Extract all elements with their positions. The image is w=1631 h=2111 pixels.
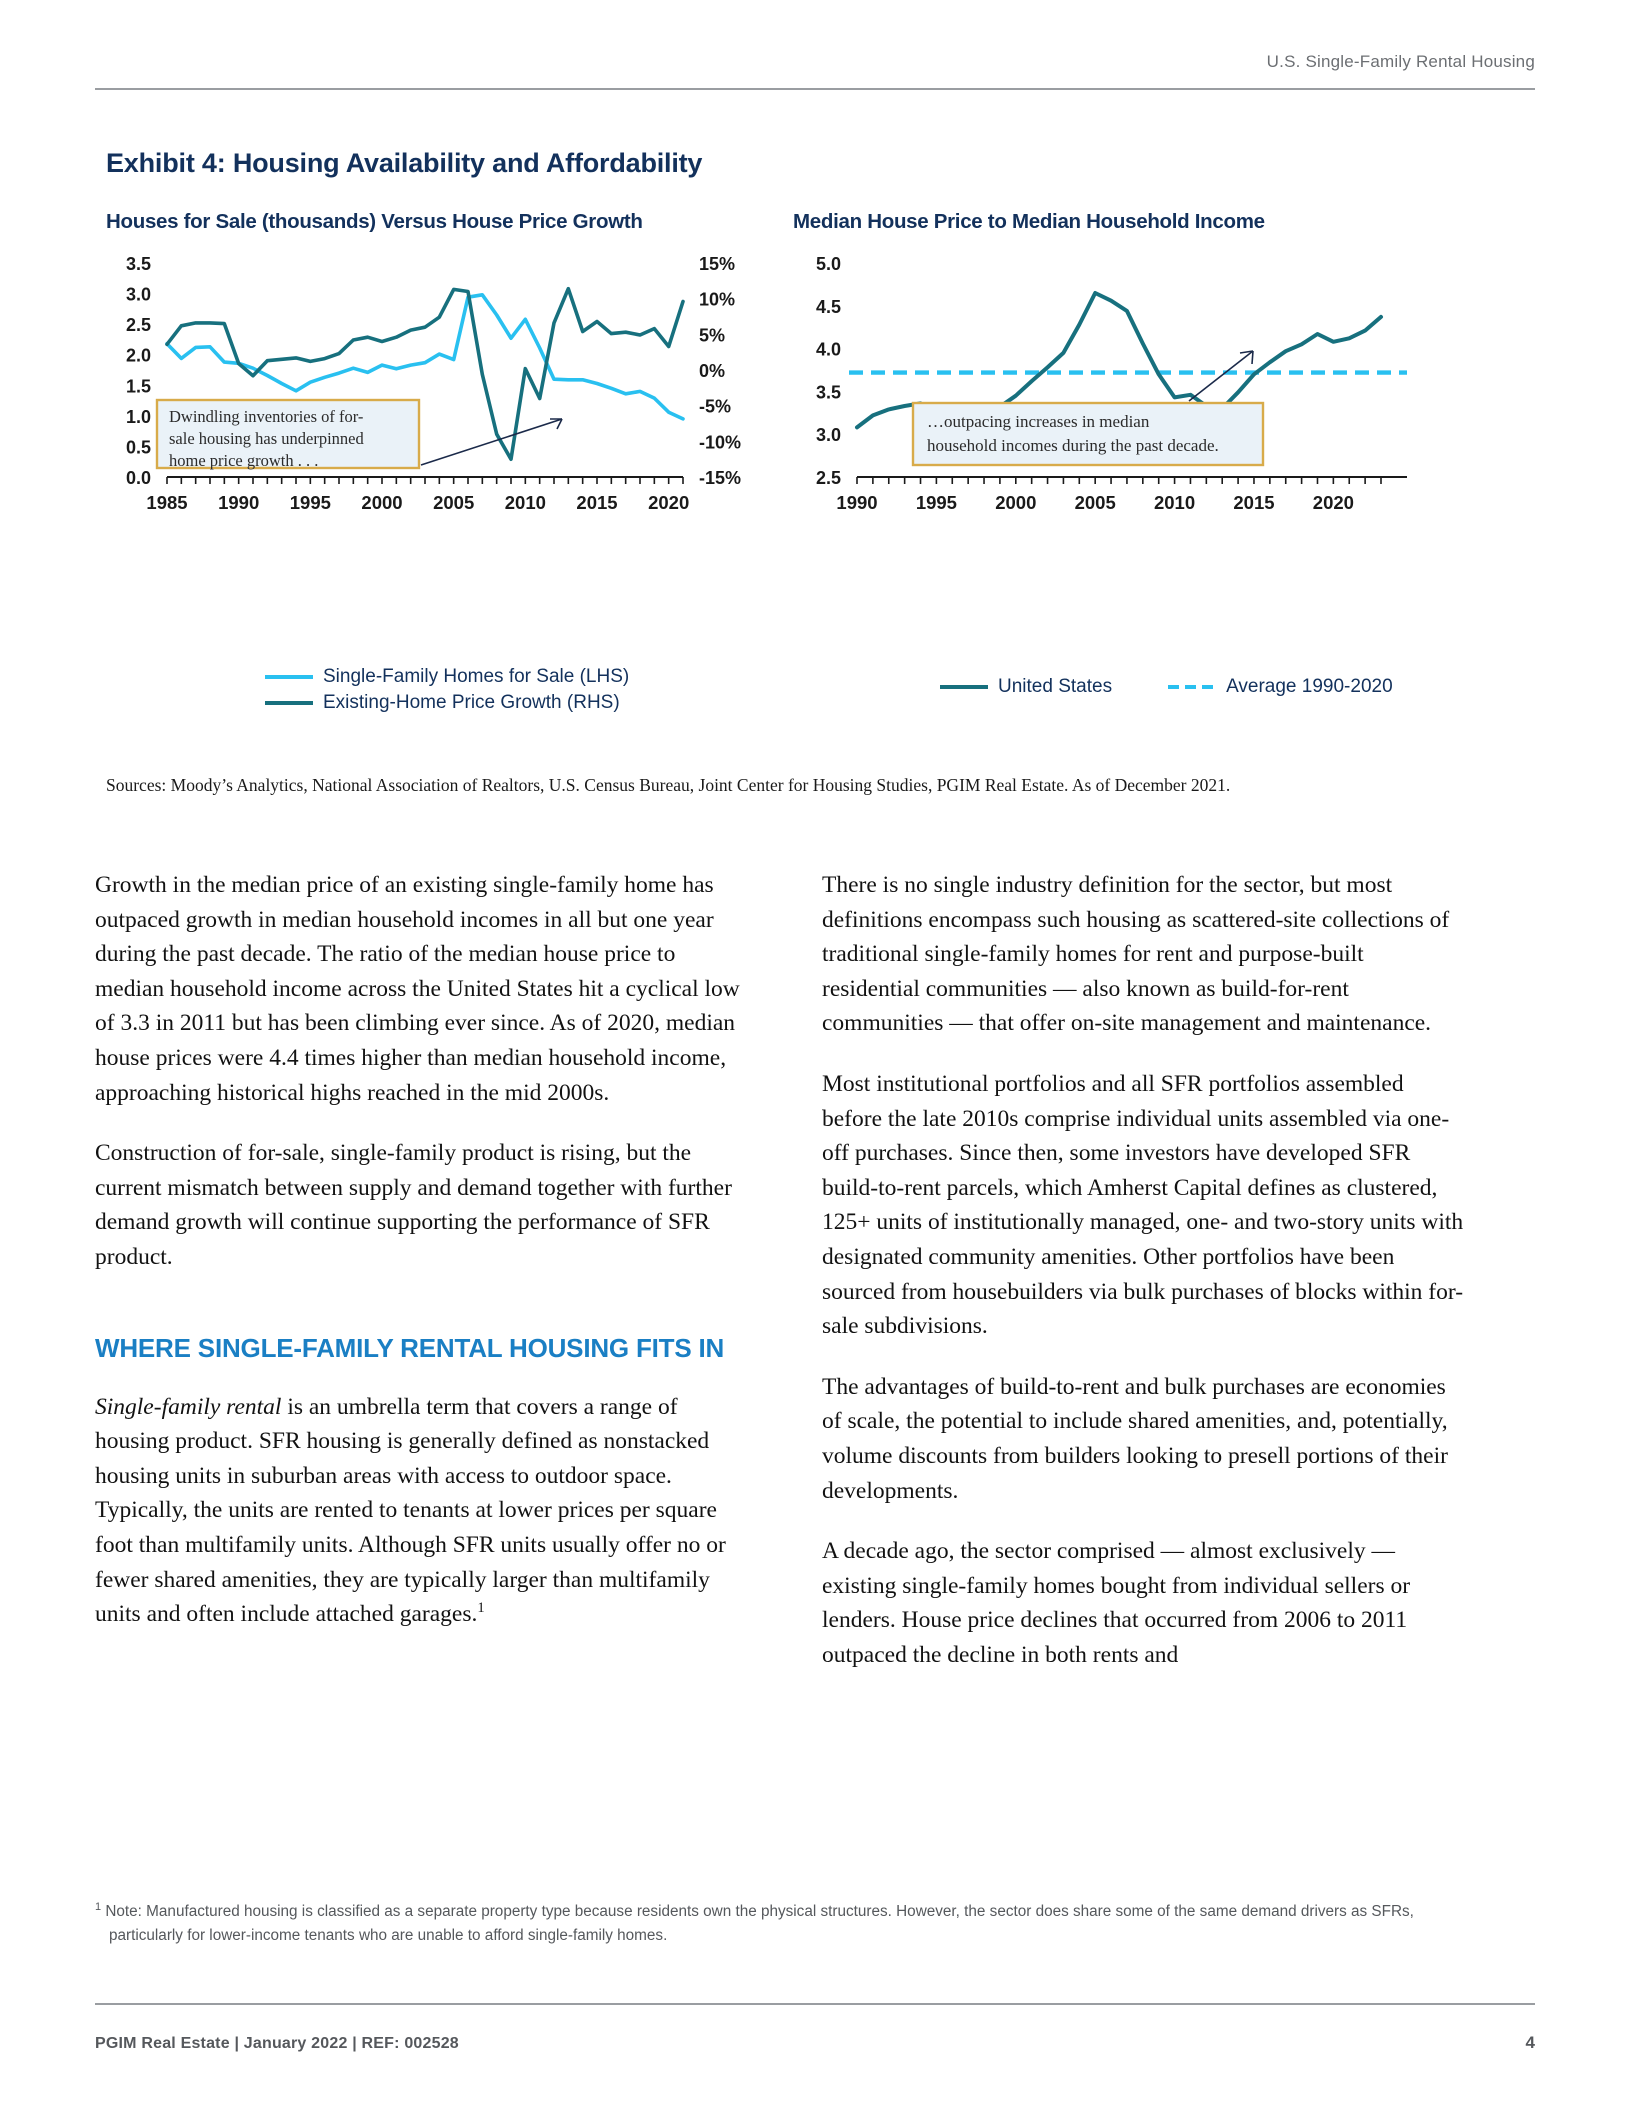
ytick-5.0: 5.0 [815,255,841,274]
ytick-right--15%: -15% [699,468,742,488]
xtick-2020: 2020 [648,492,690,513]
chart-left-legend [265,662,629,714]
body-column-right [822,868,1467,1698]
xtick-2005: 2005 [1074,492,1116,513]
ytick-right--10%: -10% [699,432,742,453]
paragraph-right-3: The advantages of build-to-rent and bulk purchases are economies of scale, the potential to include shared amenities, and, potentially, volume discounts from builders looking to presell portions of their developments. [822,1373,1448,1504]
header-divider [95,88,1535,90]
exhibit-title: Exhibit 4: Housing Availability and Affordability [106,148,703,178]
ytick-left-1.5: 1.5 [125,376,151,397]
ytick-right-0%: 0% [699,361,726,381]
callout-left-line-1: sale housing has underpinned [169,429,364,448]
xtick-2020: 2020 [1312,492,1354,513]
ytick-3.5: 3.5 [815,382,841,403]
legend-swatch-teal [265,701,313,705]
legend-swatch-teal-us [940,685,988,689]
sfr-definition-rest: is an umbrella term that covers a range of housing product. SFR housing is generally defined as nonstacked housing units in suburban areas with access to outdoor space. Typically, the units are rented to tenants at lower prices per square foot than multifamily units. Although SFR units usually offer no or fewer shared amenities, they are typically larger than multifamily units and often include attached garages. [95,1393,726,1628]
callout-right-line-1: household incomes during the past decade. [927,436,1219,455]
paragraph-right-4: A decade ago, the sector comprised — almost exclusively — existing single-family homes bought from individual sellers or lenders. House price declines that occurred from 2006 to 2011 outpaced the decline in both rents and [822,1538,1411,1668]
chart-title-right: Median House Price to Median Household Income [793,210,1265,233]
xtick-2000: 2000 [995,492,1037,513]
ytick-left-3.0: 3.0 [125,284,151,305]
legend-item-homes-for-sale [265,666,629,688]
callout-left-line-2: home price growth . . . [169,451,319,470]
ytick-left-0.0: 0.0 [125,468,151,488]
ytick-left-3.5: 3.5 [125,255,151,274]
paragraph-left-1: Growth in the median price of an existing single-family home has outpaced growth in median household incomes in all but one year during the past decade. The ratio of the median house price to median household income across the United States hit a cyclical low of 3.3 in 2011 but has been climbing ever since. As of 2020, median house prices were 4.4 times higher than median household income, approaching historical highs reached in the mid 2000s. [95,872,740,1106]
chart-title-left: Houses for Sale (thousands) Versus House Price Growth [106,210,643,233]
ytick-left-2.5: 2.5 [125,315,151,336]
xtick-1995: 1995 [915,492,957,513]
legend-swatch-light-blue [265,675,313,679]
ytick-3.0: 3.0 [815,425,841,446]
paragraph-left-2: Construction of for-sale, single-family product is rising, but the current mismatch between supply and demand together with further demand growth will continue supporting the performance of SFR product. [95,1140,732,1270]
legend-label-united-states: United States [998,676,1113,697]
ytick-right-10%: 10% [699,289,736,310]
footnote-line-1: Note: Manufactured housing is classified as a separate property type because residents own the physical structures. However, the sector does share some of the same demand drivers as SFRs, [101,1903,1414,1921]
legend-label-price-growth: Existing-Home Price Growth (RHS) [323,692,620,713]
footer-imprint: PGIM Real Estate | January 2022 | REF: 002528 [95,2035,459,2052]
xtick-2015: 2015 [576,492,618,513]
footnote-line-2: particularly for lower-income tenants who are unable to afford single-family homes. [109,1927,668,1945]
legend-swatch-dashed-average [1168,685,1216,689]
callout-arrow-right [1189,351,1253,401]
xtick-2010: 2010 [1153,492,1196,513]
ytick-right-5%: 5% [699,325,726,346]
section-heading-where-sfr-fits: WHERE SINGLE-FAMILY RENTAL HOUSING FITS IN [95,1332,725,1363]
paragraph-right-1: There is no single industry definition for the sector, but most definitions encompass such housing as scattered-site collections of traditional single-family homes for rent and purpose-built residential communities — also known as build-for-rent communities — that offer on-site management and maintenance. [822,872,1450,1037]
callout-right-line-0: …outpacing increases in median [927,412,1150,431]
xtick-1995: 1995 [289,492,331,513]
footnote-ref-marker: 1 [477,1600,485,1617]
legend-label-average: Average 1990-2020 [1226,676,1393,697]
xtick-2010: 2010 [504,492,546,513]
xtick-2000: 2000 [361,492,403,513]
footnote-number: 1 [95,1901,102,1913]
sources-note: Sources: Moody’s Analytics, National Association of Realtors, U.S. Census Bureau, Joint Center for Housing Studies, PGIM Real Estate. As of December 2021. [106,775,1231,795]
ytick-4.5: 4.5 [815,296,841,317]
footer-divider [95,2003,1535,2005]
callout-left-line-0: Dwindling inventories of for- [169,407,364,426]
legend-item-average [1168,676,1393,698]
ytick-right--5%: -5% [699,396,732,417]
page-number: 4 [1525,2033,1535,2052]
ytick-left-0.5: 0.5 [125,437,151,458]
ytick-right-15%: 15% [699,255,736,274]
xtick-2015: 2015 [1233,492,1275,513]
xtick-1990: 1990 [218,492,260,513]
ytick-2.5: 2.5 [815,468,841,488]
callout-arrow-left [421,419,562,465]
ytick-left-2.0: 2.0 [125,345,151,366]
paragraph-sfr-definition [95,1390,740,1632]
sfr-term-italic: Single-family rental [95,1393,282,1420]
chart-right-svg [785,255,1445,735]
ytick-left-1.0: 1.0 [125,406,151,427]
chart-price-to-income [785,255,1445,735]
running-header: U.S. Single-Family Rental Housing [1266,52,1535,71]
xtick-1985: 1985 [146,492,188,513]
paragraph-right-2: Most institutional portfolios and all SFR portfolios assembled before the late 2010s comprise individual units assembled via one-off purchases. Since then, some investors have developed SFR build-to-rent parcels, which Amherst Capital defines as clustered, 125+ units of institutionally managed, one- and two-story units with designated community amenities. Other portfolios have been sourced from housebuilders via bulk purchases of blocks within for-sale subdivisions. [822,1070,1464,1340]
xtick-2005: 2005 [433,492,475,513]
body-column-left [95,868,740,1658]
legend-label-homes-for-sale: Single-Family Homes for Sale (LHS) [323,666,630,687]
chart-right-legend [940,672,1393,698]
ytick-4.0: 4.0 [815,339,841,360]
legend-item-united-states [940,676,1112,698]
legend-item-price-growth [265,692,629,714]
xtick-1990: 1990 [836,492,878,513]
footnote-block [95,1895,1543,1948]
